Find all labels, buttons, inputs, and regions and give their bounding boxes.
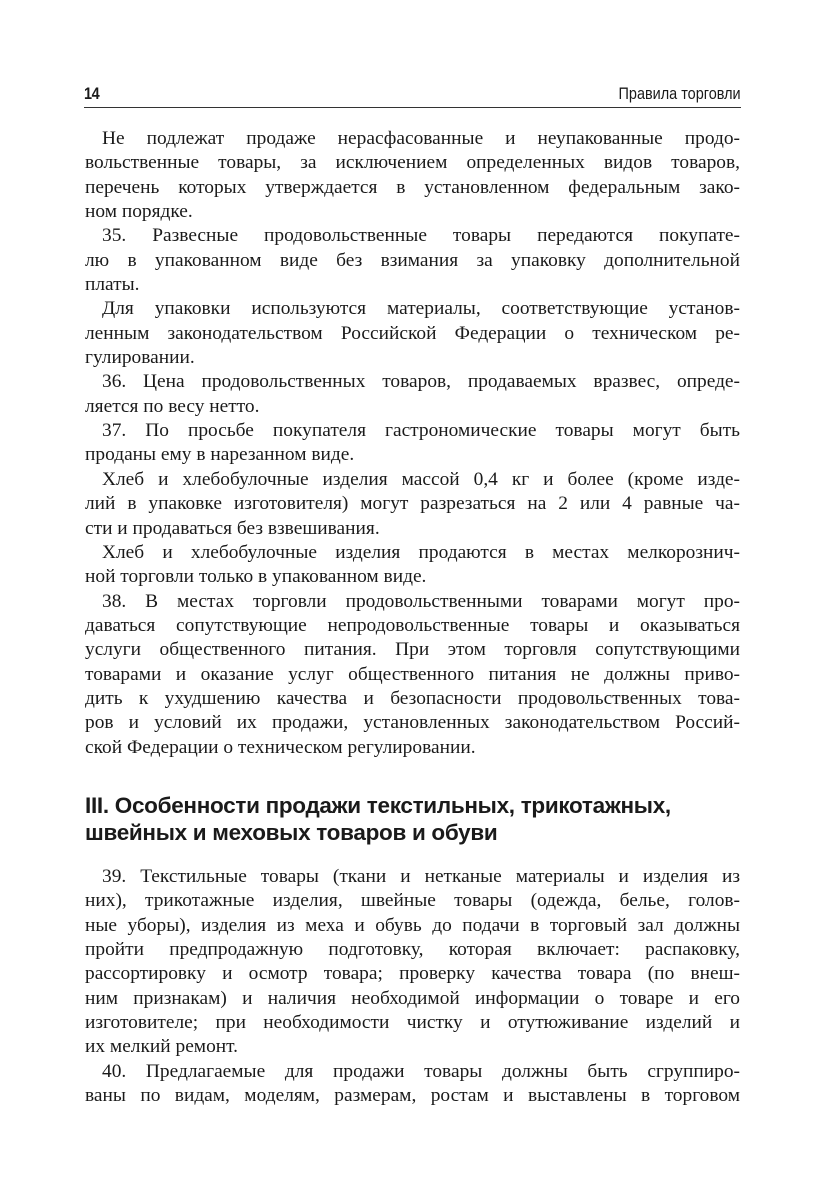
text-line: ном порядке. (85, 201, 193, 223)
text-line: ним признакам) и наличия необходимой информации о товаре и его (85, 987, 740, 1009)
paragraph (85, 127, 740, 224)
text-line: лий в упаковке изготовителя) могут разрезаться на 2 или 4 равные ча- (85, 493, 740, 515)
paragraph (85, 468, 740, 541)
text-line: ной торговли только в упакованном виде. (85, 566, 427, 588)
text-line: пройти предпродажную подготовку, которая включает: распаковку, (85, 939, 740, 961)
section-heading (85, 793, 745, 846)
running-title: Правила торговли (618, 84, 741, 103)
paragraph (85, 865, 740, 1060)
text-line: ные уборы), изделия из меха и обувь до подачи в торговый зал должны (85, 914, 740, 936)
text-line: Хлеб и хлебобулочные изделия продаются в местах мелкорознич- (102, 541, 740, 563)
text-line: Для упаковки используются материалы, соответствующие установ- (102, 298, 740, 320)
text-line: 39. Текстильные товары (ткани и нетканые материалы и изделия из (102, 866, 740, 887)
text-line: платы. (85, 274, 140, 296)
section-heading-line: III. Особенности продажи текстильных, трикотажных, (85, 793, 671, 818)
paragraph (85, 370, 740, 419)
text-line: 36. Цена продовольственных товаров, продаваемых вразвес, опреде- (102, 371, 740, 393)
text-line: их мелкий ремонт. (85, 1036, 239, 1058)
text-line: ров и условий их продажи, установленных законодательством Россий- (85, 712, 740, 734)
page-number: 14 (84, 84, 100, 103)
text-line: Не подлежат продаже нерасфасованные и неупакованные продо- (102, 128, 740, 149)
paragraph (85, 297, 740, 370)
text-line: 37. По просьбе покупателя гастрономические товары могут быть (102, 420, 740, 442)
paragraph (85, 224, 740, 297)
text-line: дить к ухудшению качества и безопасности продовольственных това- (85, 687, 740, 709)
text-line: 35. Развесные продовольственные товары передаются покупате- (102, 225, 740, 247)
text-line: лю в упакованном виде без взимания за упаковку дополнительной (85, 249, 740, 271)
header-rule (84, 107, 741, 108)
running-header (84, 82, 741, 108)
paragraph (85, 590, 740, 760)
text-line: ленным законодательством Российской Федерации о техническом ре- (85, 322, 740, 344)
text-line: ляется по весу нетто. (85, 395, 260, 417)
paragraph (85, 541, 740, 590)
text-line: сти и продаваться без взвешивания. (85, 517, 380, 539)
paragraph (85, 1060, 740, 1109)
text-line: проданы ему в нарезанном виде. (85, 444, 355, 466)
text-line: даваться сопутствующие непродовольственные товары и оказываться (85, 614, 740, 636)
text-line: рассортировку и осмотр товара; проверку качества товара (по внеш- (85, 963, 740, 985)
text-line: гулировании. (85, 347, 195, 369)
text-line: услуги общественного питания. При этом торговля сопутствующими (85, 639, 740, 661)
paragraph (85, 419, 740, 468)
text-line: товарами и оказание услуг общественного питания не должны приво- (85, 663, 740, 685)
text-line: изготовителе; при необходимости чистку и отутюживание изделий и (85, 1012, 740, 1034)
text-line: ваны по видам, моделям, размерам, ростам и выставлены в торговом (85, 1085, 740, 1107)
text-line: 38. В местах торговли продовольственными товарами могут про- (102, 590, 740, 612)
text-line: перечень которых утверждается в установленном федеральным зако- (85, 176, 740, 198)
section-heading-line: швейных и меховых товаров и обуви (85, 819, 498, 845)
body-text-top (85, 127, 740, 760)
body-text-bottom (85, 865, 740, 1108)
text-line: ской Федерации о техническом регулировании. (85, 736, 476, 758)
text-line: Хлеб и хлебобулочные изделия массой 0,4 кг и более (кроме изде- (102, 468, 740, 490)
text-line: 40. Предлагаемые для продажи товары должны быть сгруппиро- (102, 1060, 740, 1082)
text-line: них), трикотажные изделия, швейные товары (одежда, белье, голов- (85, 890, 740, 912)
text-line: вольственные товары, за исключением определенных видов товаров, (85, 152, 740, 174)
